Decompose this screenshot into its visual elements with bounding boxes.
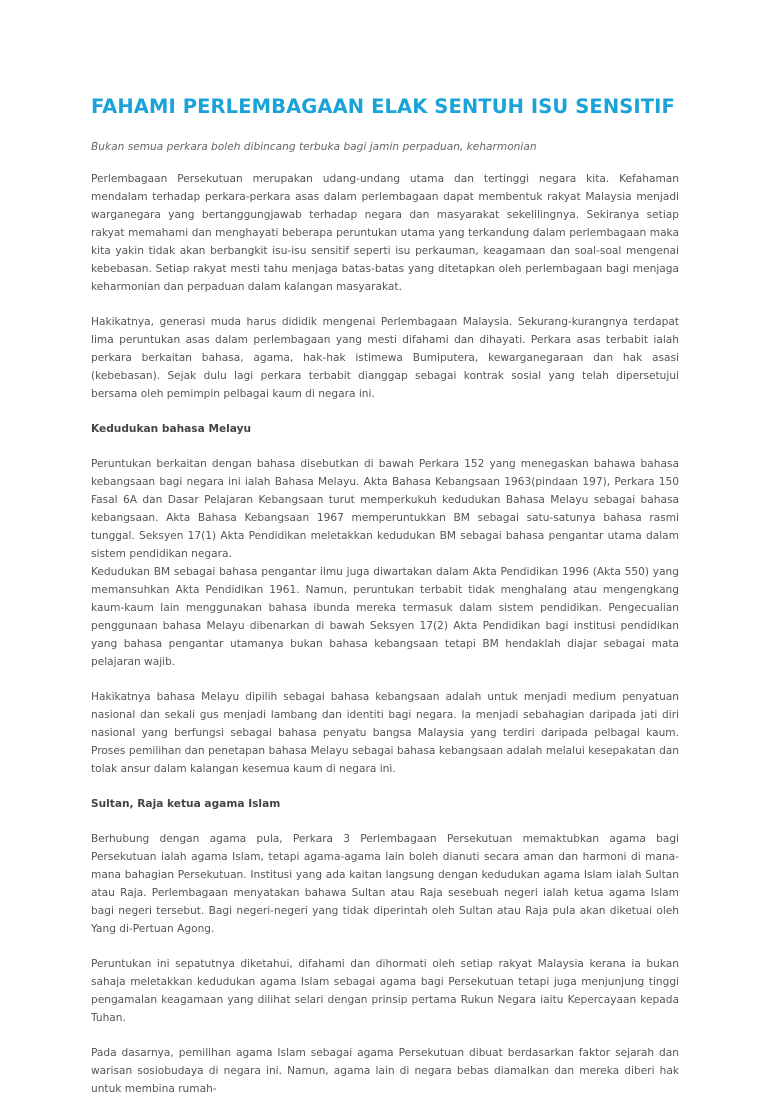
paragraph-3b: Kedudukan BM sebagai bahasa pengantar ilmu juga diwartakan dalam Akta Pendidikan 1996 (Akta 550) yang memansuhkan Akta Pendidikan 1961. Namun, peruntukan terbabit tidak menghalang atau mengengkang kaum-kaum lain menggunakan bahasa ibunda mereka termasuk dalam sistem pendidikan. Pengecualian penggunaan bahasa Melayu dibenarkan di bawah Seksyen 17(2) Akta Pendidikan bagi institusi pendidikan yang bahasa pengantar utamanya bukan bahasa kebangsaan tetapi BM hendaklah diajar sebagai mata pelajaran wajib.: [91, 566, 679, 668]
article-title: FAHAMI PERLEMBAGAAN ELAK SENTUH ISU SENSITIF: [91, 95, 675, 118]
paragraph-6: Peruntukan ini sepatutnya diketahui, difahami dan dihormati oleh setiap rakyat Malaysia kerana ia bukan sahaja meletakkan kedudukan agama Islam sebagai agama bagi Persekutuan tetapi juga menjunjung tinggi pengamalan keagamaan yang dilihat selari dengan prinsip pertama Rukun Negara iaitu Kepercayaan kepada Tuhan.: [91, 958, 679, 1024]
paragraph-1: Perlembagaan Persekutuan merupakan udang-undang utama dan tertinggi negara kita. Kefahaman mendalam terhadap perkara-perkara asas dalam perlembagaan dapat membentuk rakyat Malaysia menjadi warganegara yang bertanggungjawab terhadap negara dan masyarakat sekelilingnya. Sekiranya setiap rakyat memahami dan menghayati beberapa peruntukan utama yang terkandung dalam perlembagaan maka kita yakin tidak akan berbangkit isu-isu sensitif seperti isu perkauman, keagamaan dan soal-soal mengenai kebebasan. Setiap rakyat mesti tahu menjaga batas-batas yang ditetapkan oleh perlembagaan bagi menjaga keharmonian dan perpaduan dalam kalangan masyarakat.: [91, 173, 679, 293]
section-heading-bahasa: Kedudukan bahasa Melayu: [91, 423, 252, 435]
section-heading-agama: Sultan, Raja ketua agama Islam: [91, 798, 281, 810]
article: [91, 92, 679, 1098]
paragraph-2: Hakikatnya, generasi muda harus dididik mengenai Perlembagaan Malaysia. Sekurang-kurangnya terdapat lima peruntukan asas dalam perlembagaan yang mesti difahami dan dihayati. Perkara asas terbabit ialah perkara berkaitan bahasa, agama, hak-hak istimewa Bumiputera, kewarganegaraan dan hak asasi (kebebasan). Sejak dulu lagi perkara terbabit dianggap sebagai kontrak sosial yang telah dipersetujui bersama oleh pemimpin pelbagai kaum di negara ini.: [91, 316, 679, 400]
paragraph-4: Hakikatnya bahasa Melayu dipilih sebagai bahasa kebangsaan adalah untuk menjadi medium penyatuan nasional dan sekali gus menjadi lambang dan identiti bagi negara. Ia menjadi sebahagian daripada jati diri nasional yang berfungsi sebagai bahasa penyatu bangsa Malaysia yang terdiri daripada pelbagai kaum. Proses pemilihan dan penetapan bahasa Melayu sebagai bahasa kebangsaan adalah melalui kesepakatan dan tolak ansur dalam kalangan kesemua kaum di negara ini.: [91, 691, 679, 775]
article-subtitle: Bukan semua perkara boleh dibincang terbuka bagi jamin perpaduan, keharmonian: [91, 141, 537, 153]
paragraph-7: Pada dasarnya, pemilihan agama Islam sebagai agama Persekutuan dibuat berdasarkan faktor sejarah dan warisan sosiobudaya di negara ini. Namun, agama lain di negara bebas diamalkan dan mereka diberi hak untuk membina rumah-: [91, 1047, 679, 1095]
paragraph-5: Berhubung dengan agama pula, Perkara 3 Perlembagaan Persekutuan memaktubkan agama bagi Persekutuan ialah agama Islam, tetapi agama-agama lain boleh dianuti secara aman dan harmoni di mana-mana bahagian Persekutuan. Institusi yang ada kaitan langsung dengan kedudukan agama Islam ialah Sultan atau Raja. Perlembagaan menyatakan bahawa Sultan atau Raja sesebuah negeri ialah ketua agama Islam bagi negeri tersebut. Bagi negeri-negeri yang tidak diperintah oleh Sultan atau Raja pula akan diketuai oleh Yang di-Pertuan Agong.: [91, 833, 679, 935]
paragraph-3a: Peruntukan berkaitan dengan bahasa disebutkan di bawah Perkara 152 yang menegaskan bahawa bahasa kebangsaan bagi negara ini ialah Bahasa Melayu. Akta Bahasa Kebangsaan 1963(pindaan 197), Perkara 150 Fasal 6A dan Dasar Pelajaran Kebangsaan turut memperkukuh kedudukan Bahasa Melayu sebagai bahasa kebangsaan. Akta Bahasa Kebangsaan 1967 memperuntukkan BM sebagai satu-satunya bahasa rasmi tunggal. Seksyen 17(1) Akta Pendidikan meletakkan kedudukan BM sebagai bahasa pengantar utama dalam sistem pendidikan negara.: [91, 458, 679, 560]
